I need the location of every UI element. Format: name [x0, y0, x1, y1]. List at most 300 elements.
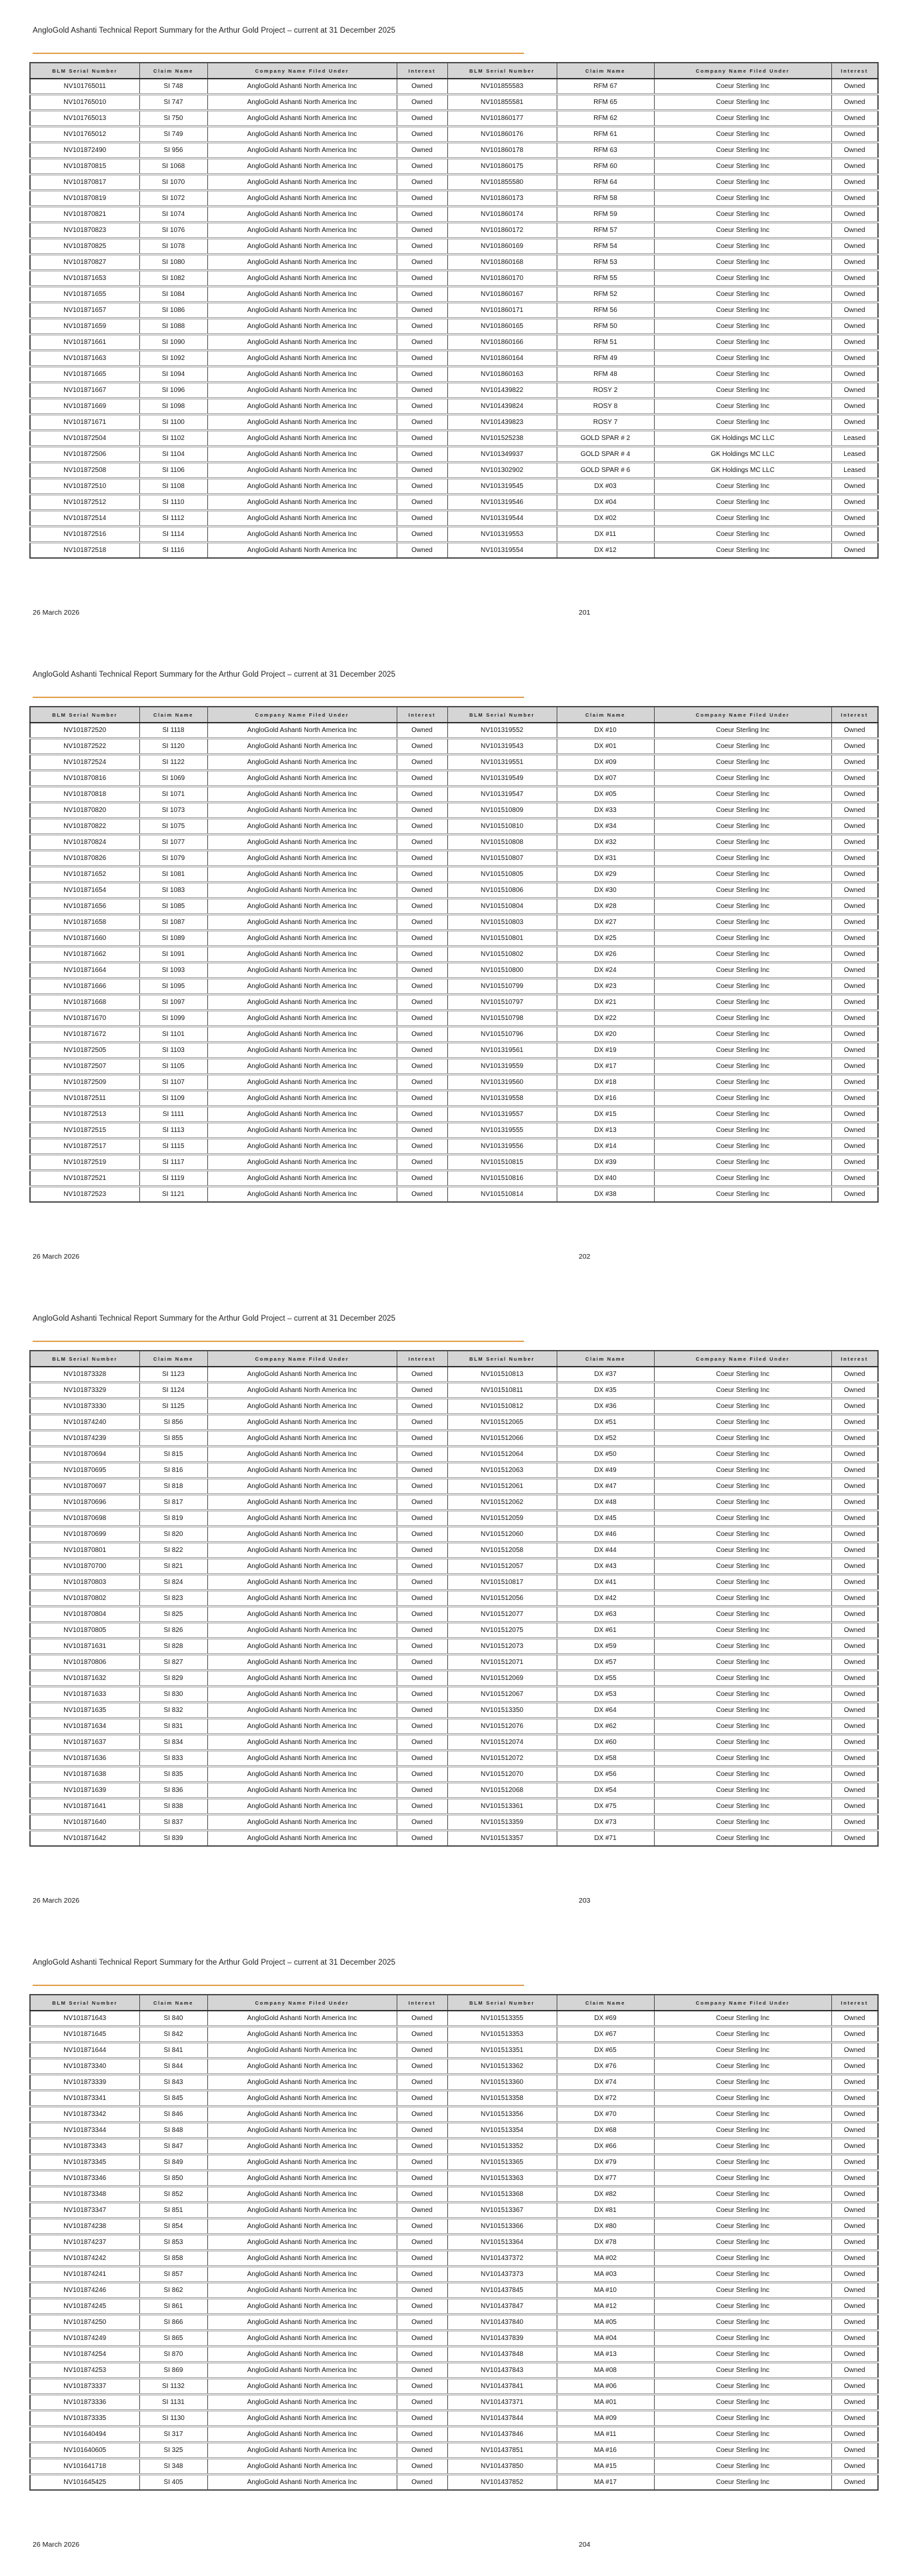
table-cell: Owned: [397, 2331, 447, 2347]
table-cell: SI 1075: [139, 819, 207, 835]
table-row: [30, 287, 878, 303]
column-header: Claim Name: [139, 1351, 207, 1367]
table-cell: DX #76: [557, 2059, 654, 2075]
table-cell: Coeur Sterling Inc: [654, 1171, 831, 1187]
table-cell: NV101870696: [30, 1495, 139, 1511]
table-cell: Coeur Sterling Inc: [654, 755, 831, 771]
table-cell: Coeur Sterling Inc: [654, 143, 831, 159]
table-cell: NV101860171: [447, 303, 557, 319]
table-cell: NV101860175: [447, 159, 557, 175]
table-cell: SI 865: [139, 2331, 207, 2347]
table-cell: SI 845: [139, 2091, 207, 2107]
table-cell: Owned: [397, 2203, 447, 2219]
table-cell: Owned: [831, 2475, 878, 2491]
table-cell: NV101870826: [30, 851, 139, 867]
table-cell: SI 1088: [139, 319, 207, 335]
table-cell: SI 1082: [139, 271, 207, 287]
table-cell: AngloGold Ashanti North America Inc: [207, 1767, 397, 1783]
table-cell: MA #09: [557, 2411, 654, 2427]
table-cell: Owned: [831, 2219, 878, 2235]
table-cell: Owned: [397, 511, 447, 527]
table-cell: Owned: [397, 835, 447, 851]
table-cell: Owned: [397, 2411, 447, 2427]
table-cell: NV101510817: [447, 1575, 557, 1591]
table-cell: Coeur Sterling Inc: [654, 1815, 831, 1831]
table-cell: Owned: [397, 1479, 447, 1495]
table-row: [30, 1043, 878, 1059]
table-cell: Coeur Sterling Inc: [654, 2411, 831, 2427]
table-cell: RFM 50: [557, 319, 654, 335]
table-cell: MA #06: [557, 2379, 654, 2395]
table-cell: SI 1085: [139, 899, 207, 915]
table-cell: Coeur Sterling Inc: [654, 723, 831, 739]
table-cell: Coeur Sterling Inc: [654, 2299, 831, 2315]
table-cell: NV101874249: [30, 2331, 139, 2347]
table-cell: MA #05: [557, 2315, 654, 2331]
table-cell: Owned: [831, 2251, 878, 2267]
table-cell: AngloGold Ashanti North America Inc: [207, 191, 397, 207]
table-cell: NV101870697: [30, 1479, 139, 1495]
table-cell: NV101871663: [30, 351, 139, 367]
table-cell: Owned: [831, 351, 878, 367]
table-cell: Owned: [397, 1687, 447, 1703]
table-row: [30, 479, 878, 495]
table-cell: Coeur Sterling Inc: [654, 1767, 831, 1783]
table-cell: SI 840: [139, 2011, 207, 2027]
table-cell: NV101510808: [447, 835, 557, 851]
table-row: [30, 1415, 878, 1431]
table-cell: Coeur Sterling Inc: [654, 2443, 831, 2459]
table-cell: Owned: [831, 1415, 878, 1431]
table-cell: Coeur Sterling Inc: [654, 1687, 831, 1703]
table-cell: SI 1123: [139, 1367, 207, 1383]
table-cell: NV101871660: [30, 931, 139, 947]
table-cell: GK Holdings MC LLC: [654, 431, 831, 447]
table-cell: DX #74: [557, 2075, 654, 2091]
table-row: [30, 1155, 878, 1171]
table-cell: DX #17: [557, 1059, 654, 1075]
table-cell: Owned: [831, 1511, 878, 1527]
table-cell: AngloGold Ashanti North America Inc: [207, 931, 397, 947]
table-cell: NV101349937: [447, 447, 557, 463]
table-cell: NV101512063: [447, 1463, 557, 1479]
table-cell: NV101512064: [447, 1447, 557, 1463]
table-cell: SI 851: [139, 2203, 207, 2219]
table-cell: Owned: [831, 979, 878, 995]
table-cell: DX #41: [557, 1575, 654, 1591]
table-cell: SI 816: [139, 1463, 207, 1479]
table-cell: Owned: [831, 1171, 878, 1187]
table-cell: NV101860178: [447, 143, 557, 159]
table-cell: NV101765012: [30, 127, 139, 143]
table-cell: Coeur Sterling Inc: [654, 899, 831, 915]
table-cell: AngloGold Ashanti North America Inc: [207, 1543, 397, 1559]
table-row: [30, 127, 878, 143]
table-cell: Owned: [831, 1383, 878, 1399]
table-cell: NV101510809: [447, 803, 557, 819]
table-cell: NV101871637: [30, 1735, 139, 1751]
table-cell: AngloGold Ashanti North America Inc: [207, 979, 397, 995]
table-cell: Owned: [397, 1767, 447, 1783]
table-cell: SI 818: [139, 1479, 207, 1495]
table-cell: SI 843: [139, 2075, 207, 2091]
table-cell: Owned: [397, 803, 447, 819]
table-cell: NV101319555: [447, 1123, 557, 1139]
table-cell: Owned: [397, 2075, 447, 2091]
table-cell: Owned: [831, 787, 878, 803]
table-cell: SI 1103: [139, 1043, 207, 1059]
table-cell: Owned: [397, 1091, 447, 1107]
table-cell: SI 1108: [139, 479, 207, 495]
table-cell: NV101871635: [30, 1703, 139, 1719]
table-cell: Coeur Sterling Inc: [654, 867, 831, 883]
table-cell: SI 956: [139, 143, 207, 159]
table-cell: SI 1104: [139, 447, 207, 463]
table-cell: Owned: [397, 1815, 447, 1831]
table-cell: NV101319561: [447, 1043, 557, 1059]
table-cell: NV101873329: [30, 1383, 139, 1399]
table-cell: Owned: [831, 1783, 878, 1799]
table-cell: Coeur Sterling Inc: [654, 739, 831, 755]
table-cell: Owned: [397, 1187, 447, 1203]
table-cell: AngloGold Ashanti North America Inc: [207, 755, 397, 771]
table-cell: Coeur Sterling Inc: [654, 1543, 831, 1559]
table-row: [30, 819, 878, 835]
table-cell: Owned: [831, 963, 878, 979]
table-cell: NV101874242: [30, 2251, 139, 2267]
table-cell: RFM 59: [557, 207, 654, 223]
table-cell: Owned: [397, 1059, 447, 1075]
table-row: [30, 771, 878, 787]
table-cell: AngloGold Ashanti North America Inc: [207, 2315, 397, 2331]
table-cell: Owned: [397, 739, 447, 755]
table-cell: NV101765011: [30, 79, 139, 95]
table-row: [30, 2091, 878, 2107]
table-cell: Coeur Sterling Inc: [654, 1655, 831, 1671]
table-cell: Owned: [831, 1687, 878, 1703]
table-cell: Owned: [397, 159, 447, 175]
table-cell: Owned: [831, 1623, 878, 1639]
table-row: [30, 351, 878, 367]
table-row: [30, 1383, 878, 1399]
table-cell: NV101513362: [447, 2059, 557, 2075]
table-cell: NV101870827: [30, 255, 139, 271]
table-row: [30, 1607, 878, 1623]
table-cell: NV101871644: [30, 2043, 139, 2059]
table-cell: RFM 61: [557, 127, 654, 143]
table-cell: NV101871632: [30, 1671, 139, 1687]
table-cell: Owned: [831, 143, 878, 159]
table-cell: AngloGold Ashanti North America Inc: [207, 947, 397, 963]
table-cell: Coeur Sterling Inc: [654, 527, 831, 543]
table-cell: NV101860176: [447, 127, 557, 143]
table-cell: NV101512069: [447, 1671, 557, 1687]
table-cell: NV101860166: [447, 335, 557, 351]
table-cell: Owned: [831, 527, 878, 543]
table-cell: NV101872516: [30, 527, 139, 543]
table-cell: DX #21: [557, 995, 654, 1011]
table-cell: NV101510804: [447, 899, 557, 915]
table-cell: Owned: [397, 1559, 447, 1575]
table-cell: NV101513352: [447, 2139, 557, 2155]
footer-page-number: 203: [579, 1897, 591, 1905]
table-cell: SI 1080: [139, 255, 207, 271]
table-cell: Owned: [397, 1575, 447, 1591]
column-header: BLM Serial Number: [30, 63, 139, 79]
table-cell: Owned: [831, 2267, 878, 2283]
table-cell: NV101871658: [30, 915, 139, 931]
table-row: [30, 2475, 878, 2491]
table-cell: NV101860174: [447, 207, 557, 223]
table-cell: DX #80: [557, 2219, 654, 2235]
table-cell: RFM 52: [557, 287, 654, 303]
table-cell: NV101870806: [30, 1655, 139, 1671]
table-cell: NV101871670: [30, 1011, 139, 1027]
table-cell: AngloGold Ashanti North America Inc: [207, 527, 397, 543]
table-cell: NV101872506: [30, 447, 139, 463]
table-cell: NV101874246: [30, 2283, 139, 2299]
table-cell: Owned: [397, 463, 447, 479]
table-cell: RFM 49: [557, 351, 654, 367]
table-cell: NV101871645: [30, 2027, 139, 2043]
table-cell: Owned: [831, 255, 878, 271]
table-row: [30, 271, 878, 287]
table-cell: NV101873340: [30, 2059, 139, 2075]
table-cell: AngloGold Ashanti North America Inc: [207, 819, 397, 835]
table-cell: Coeur Sterling Inc: [654, 191, 831, 207]
table-cell: Owned: [831, 1399, 878, 1415]
table-cell: NV101872490: [30, 143, 139, 159]
table-cell: RFM 58: [557, 191, 654, 207]
table-cell: Coeur Sterling Inc: [654, 1155, 831, 1171]
table-cell: Owned: [397, 915, 447, 931]
table-cell: NV101319549: [447, 771, 557, 787]
table-cell: NV101871666: [30, 979, 139, 995]
table-cell: NV101437373: [447, 2267, 557, 2283]
table-cell: Owned: [831, 995, 878, 1011]
table-cell: Coeur Sterling Inc: [654, 2091, 831, 2107]
table-cell: Owned: [831, 1591, 878, 1607]
table-cell: Coeur Sterling Inc: [654, 851, 831, 867]
table-cell: DX #14: [557, 1139, 654, 1155]
table-cell: Coeur Sterling Inc: [654, 2027, 831, 2043]
table-cell: NV101871661: [30, 335, 139, 351]
table-cell: Owned: [397, 1171, 447, 1187]
table-cell: Coeur Sterling Inc: [654, 1783, 831, 1799]
table-cell: Coeur Sterling Inc: [654, 207, 831, 223]
column-header: Interest: [831, 1351, 878, 1367]
table-cell: NV101302902: [447, 463, 557, 479]
table-row: [30, 787, 878, 803]
table-cell: Coeur Sterling Inc: [654, 2347, 831, 2363]
table-cell: Owned: [831, 2347, 878, 2363]
table-cell: AngloGold Ashanti North America Inc: [207, 463, 397, 479]
table-cell: SI 1069: [139, 771, 207, 787]
table-cell: Coeur Sterling Inc: [654, 159, 831, 175]
table-cell: AngloGold Ashanti North America Inc: [207, 2123, 397, 2139]
column-header: BLM Serial Number: [447, 1351, 557, 1367]
table-row: [30, 1575, 878, 1591]
table-row: [30, 883, 878, 899]
table-cell: Owned: [831, 1559, 878, 1575]
table-row: [30, 723, 878, 739]
table-cell: NV101873335: [30, 2411, 139, 2427]
table-cell: AngloGold Ashanti North America Inc: [207, 2395, 397, 2411]
table-cell: Coeur Sterling Inc: [654, 175, 831, 191]
table-cell: AngloGold Ashanti North America Inc: [207, 1671, 397, 1687]
table-cell: MA #12: [557, 2299, 654, 2315]
table-cell: SI 1115: [139, 1139, 207, 1155]
table-cell: Owned: [397, 979, 447, 995]
table-cell: AngloGold Ashanti North America Inc: [207, 1687, 397, 1703]
table-cell: NV101439824: [447, 399, 557, 415]
table-row: [30, 159, 878, 175]
table-cell: Owned: [397, 1155, 447, 1171]
table-cell: Coeur Sterling Inc: [654, 1447, 831, 1463]
table-cell: NV101872517: [30, 1139, 139, 1155]
table-cell: AngloGold Ashanti North America Inc: [207, 2027, 397, 2043]
table-cell: NV101319547: [447, 787, 557, 803]
column-header: BLM Serial Number: [447, 707, 557, 723]
table-cell: SI 1084: [139, 287, 207, 303]
table-cell: NV101513356: [447, 2107, 557, 2123]
table-row: [30, 995, 878, 1011]
table-cell: Owned: [397, 175, 447, 191]
table-cell: DX #35: [557, 1383, 654, 1399]
table-cell: Owned: [831, 2155, 878, 2171]
table-cell: NV101873341: [30, 2091, 139, 2107]
table-cell: SI 1078: [139, 239, 207, 255]
table-cell: Owned: [397, 527, 447, 543]
table-row: [30, 335, 878, 351]
table-cell: SI 1124: [139, 1383, 207, 1399]
table-cell: MA #17: [557, 2475, 654, 2491]
column-header: Interest: [831, 1995, 878, 2011]
table-cell: SI 1121: [139, 1187, 207, 1203]
table-cell: AngloGold Ashanti North America Inc: [207, 1495, 397, 1511]
table-cell: AngloGold Ashanti North America Inc: [207, 1783, 397, 1799]
table-cell: Coeur Sterling Inc: [654, 1479, 831, 1495]
table-cell: Coeur Sterling Inc: [654, 2363, 831, 2379]
table-row: [30, 319, 878, 335]
table-cell: NV101860170: [447, 271, 557, 287]
table-cell: NV101870698: [30, 1511, 139, 1527]
table-cell: AngloGold Ashanti North America Inc: [207, 1607, 397, 1623]
table-cell: Owned: [831, 1703, 878, 1719]
page-title: AngloGold Ashanti Technical Report Summary for the Arthur Gold Project – current at 31 December 2025: [33, 1315, 396, 1323]
table-cell: RFM 62: [557, 111, 654, 127]
table-cell: Owned: [831, 287, 878, 303]
table-row: [30, 2187, 878, 2203]
table-cell: NV101439822: [447, 383, 557, 399]
table-cell: NV101870815: [30, 159, 139, 175]
table-cell: DX #10: [557, 723, 654, 739]
table-row: [30, 1751, 878, 1767]
footer-date: 26 March 2026: [33, 609, 80, 617]
table-cell: NV101871671: [30, 415, 139, 431]
table-cell: NV101871667: [30, 383, 139, 399]
table-cell: NV101871638: [30, 1767, 139, 1783]
table-cell: DX #16: [557, 1091, 654, 1107]
table-row: [30, 755, 878, 771]
table-cell: Coeur Sterling Inc: [654, 1671, 831, 1687]
table-cell: AngloGold Ashanti North America Inc: [207, 2411, 397, 2427]
table-cell: NV101874254: [30, 2347, 139, 2363]
table-cell: Coeur Sterling Inc: [654, 1027, 831, 1043]
table-cell: AngloGold Ashanti North America Inc: [207, 2347, 397, 2363]
table-cell: Owned: [397, 1751, 447, 1767]
table-cell: Coeur Sterling Inc: [654, 95, 831, 111]
report-page: [0, 0, 910, 644]
table-cell: Owned: [831, 1639, 878, 1655]
table-cell: Owned: [397, 1671, 447, 1687]
orange-divider-line: [33, 697, 524, 698]
table-cell: NV101872512: [30, 495, 139, 511]
table-cell: NV101512056: [447, 1591, 557, 1607]
table-cell: Owned: [397, 2091, 447, 2107]
table-cell: SI 828: [139, 1639, 207, 1655]
table-cell: Owned: [831, 1123, 878, 1139]
claims-table: [29, 1350, 879, 1847]
table-row: [30, 1767, 878, 1783]
table-cell: DX #28: [557, 899, 654, 915]
table-cell: DX #34: [557, 819, 654, 835]
table-cell: NV101855581: [447, 95, 557, 111]
table-cell: AngloGold Ashanti North America Inc: [207, 2219, 397, 2235]
table-cell: NV101860172: [447, 223, 557, 239]
table-cell: NV101873343: [30, 2139, 139, 2155]
table-cell: Owned: [831, 1075, 878, 1091]
table-cell: NV101510810: [447, 819, 557, 835]
table-cell: Owned: [831, 2203, 878, 2219]
table-cell: DX #45: [557, 1511, 654, 1527]
table-cell: DX #68: [557, 2123, 654, 2139]
table-cell: DX #24: [557, 963, 654, 979]
table-row: [30, 2379, 878, 2395]
table-cell: Owned: [397, 2171, 447, 2187]
table-cell: Owned: [831, 1107, 878, 1123]
table-cell: SI 1122: [139, 755, 207, 771]
table-cell: DX #56: [557, 1767, 654, 1783]
table-cell: Owned: [397, 2251, 447, 2267]
column-header: Company Name Filed Under: [654, 707, 831, 723]
table-cell: Owned: [397, 335, 447, 351]
table-cell: AngloGold Ashanti North America Inc: [207, 111, 397, 127]
table-cell: Owned: [831, 1767, 878, 1783]
table-cell: NV101873337: [30, 2379, 139, 2395]
table-cell: DX #40: [557, 1171, 654, 1187]
table-cell: DX #33: [557, 803, 654, 819]
table-cell: AngloGold Ashanti North America Inc: [207, 1011, 397, 1027]
table-cell: SI 820: [139, 1527, 207, 1543]
table-cell: Owned: [397, 2235, 447, 2251]
table-cell: NV101860168: [447, 255, 557, 271]
table-cell: AngloGold Ashanti North America Inc: [207, 1735, 397, 1751]
table-cell: DX #37: [557, 1367, 654, 1383]
table-row: [30, 1783, 878, 1799]
table-cell: SI 839: [139, 1831, 207, 1847]
table-cell: SI 405: [139, 2475, 207, 2491]
table-cell: DX #69: [557, 2011, 654, 2027]
table-cell: NV101512075: [447, 1623, 557, 1639]
table-cell: Coeur Sterling Inc: [654, 1139, 831, 1155]
table-cell: Coeur Sterling Inc: [654, 1639, 831, 1655]
table-cell: NV101874245: [30, 2299, 139, 2315]
table-cell: NV101640494: [30, 2427, 139, 2443]
claims-table: [29, 1994, 879, 2491]
table-cell: SI 848: [139, 2123, 207, 2139]
table-cell: AngloGold Ashanti North America Inc: [207, 1171, 397, 1187]
